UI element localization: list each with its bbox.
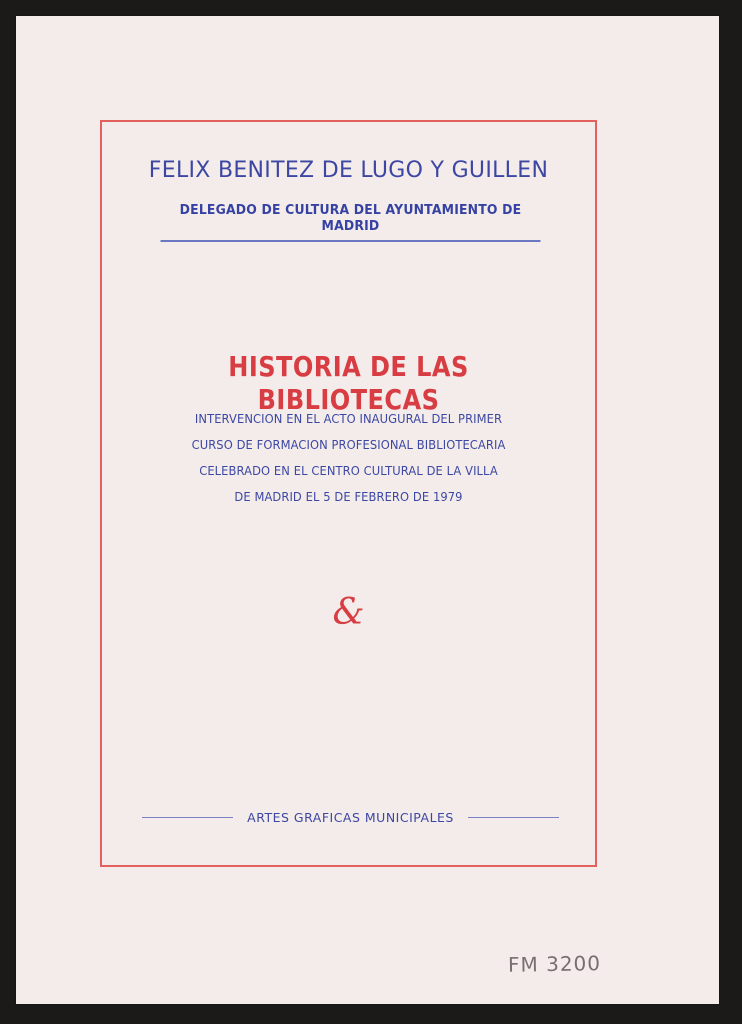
ampersand-ornament-icon: &: [332, 592, 365, 633]
subtitle-line: INTERVENCION EN EL ACTO INAUGURAL DEL PRIMER: [194, 411, 503, 426]
document-cover: [16, 16, 719, 1004]
printer-line: [142, 810, 559, 825]
subtitle-line: DE MADRID EL 5 DE FEBRERO DE 1979: [234, 489, 463, 504]
printer-name: ARTES GRAFICAS MUNICIPALES: [247, 810, 454, 825]
printer-rule-left: [142, 817, 233, 818]
red-border-frame: [100, 120, 597, 867]
author-role: DELEGADO DE CULTURA DEL AYUNTAMIENTO DE MADRID: [161, 202, 541, 242]
handwritten-shelfmark: FM 3200: [507, 951, 602, 977]
subtitle-line: CELEBRADO EN EL CENTRO CULTURAL DE LA VILLA: [199, 463, 498, 478]
document-subtitle: [102, 406, 595, 510]
author-name: FELIX BENITEZ DE LUGO Y GUILLEN: [148, 158, 549, 183]
subtitle-line: CURSO DE FORMACION PROFESIONAL BIBLIOTECARIA: [191, 437, 506, 452]
printer-rule-right: [468, 817, 559, 818]
document-title: HISTORIA DE LAS BIBLIOTECAS: [228, 350, 469, 416]
